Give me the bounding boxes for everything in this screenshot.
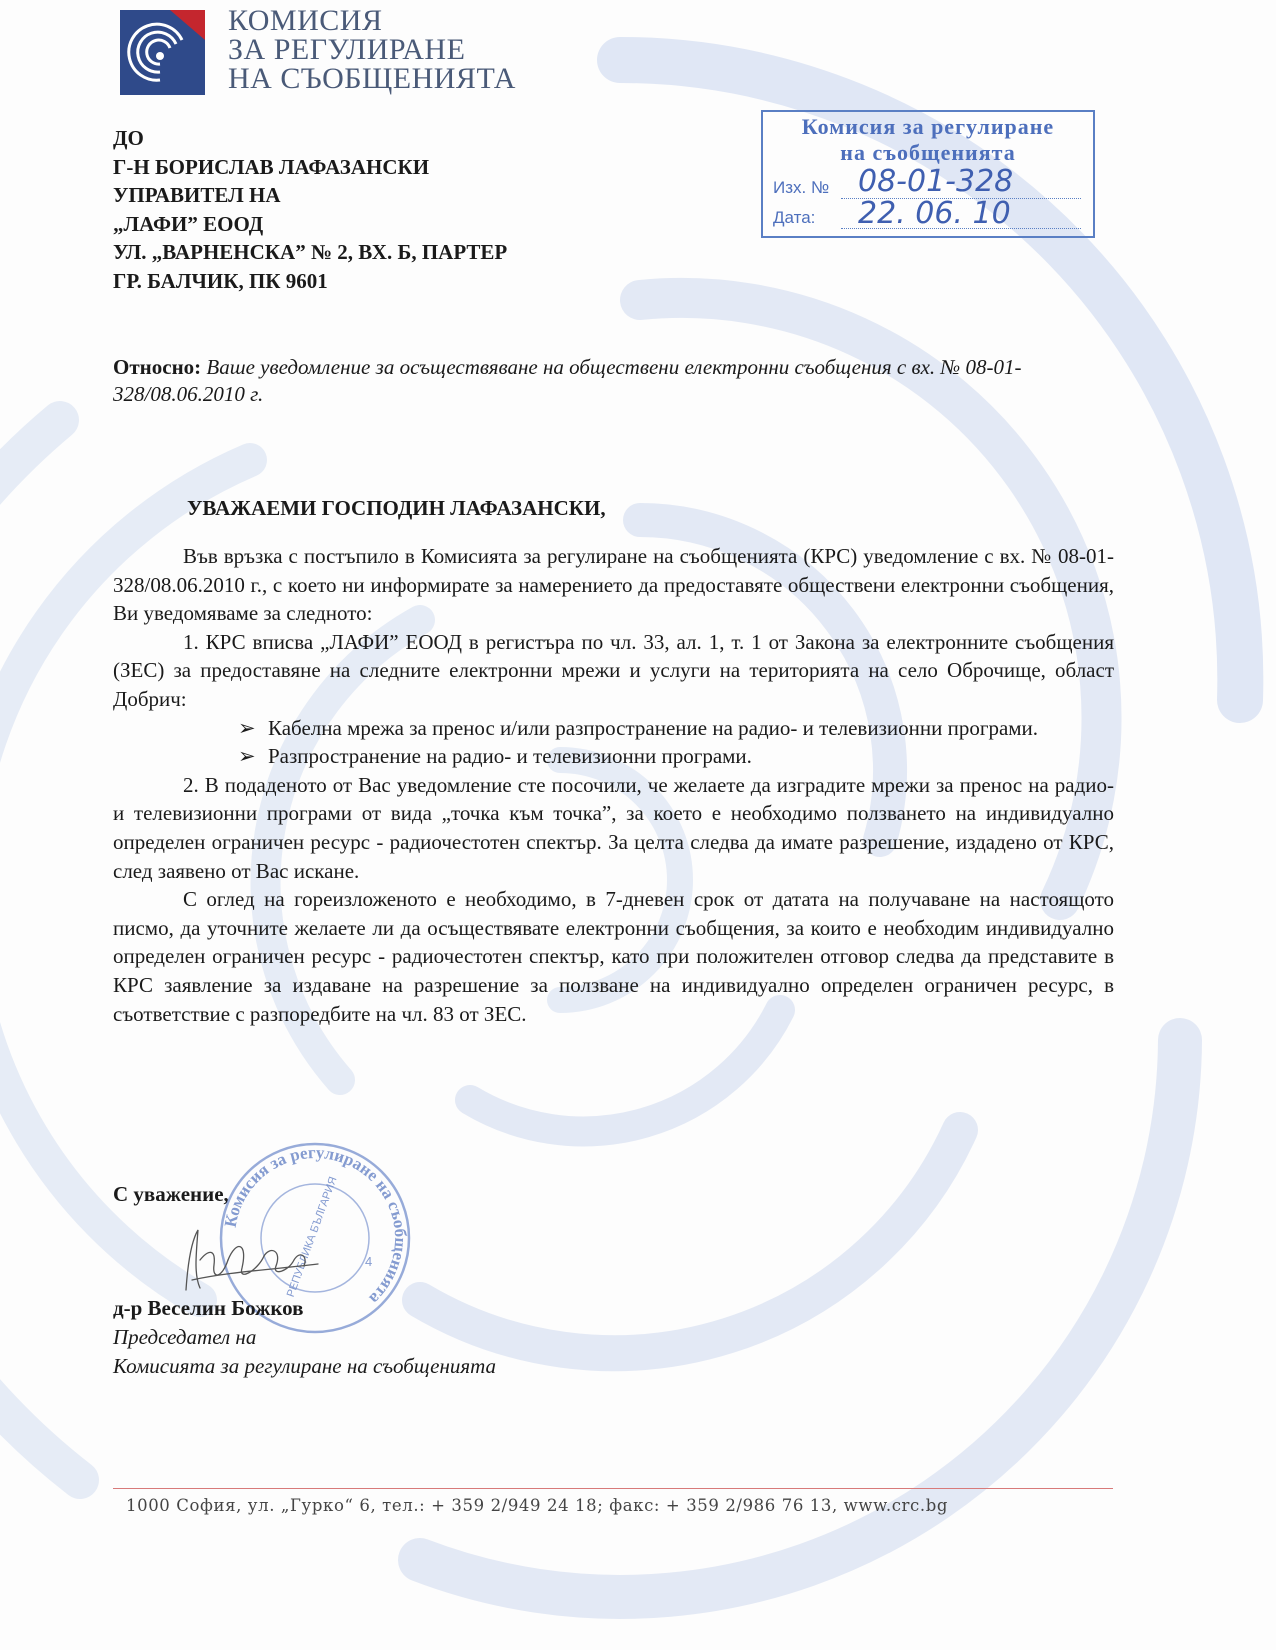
footer-divider: [113, 1488, 1113, 1489]
signer-role: Председател на: [113, 1325, 257, 1349]
recipient-line: „ЛАФИ” ЕООД: [113, 211, 264, 236]
bullet-text: Разпространение на радио- и телевизионни програми.: [268, 744, 752, 769]
signer-block: [113, 1294, 496, 1381]
recipient-line: ГР. БАЛЧИК, ПК 9601: [113, 268, 328, 293]
bullet-item: [113, 714, 1114, 743]
subject-line: [113, 354, 1073, 408]
organization-name: [228, 6, 516, 93]
recipient-block: [113, 124, 507, 295]
arrow-bullet-icon: ➢: [238, 715, 256, 740]
subject-text: Ваше уведомление за осъществяване на обществени електронни съобщения с вх. № 08-01-328/08.06.2010 г.: [113, 355, 1022, 406]
recipient-line: Г-Н БОРИСЛАВ ЛАФАЗАНСКИ: [113, 154, 430, 179]
seal-inner-text: РЕПУБЛИКА БЪЛГАРИЯ: [284, 1175, 340, 1299]
closing: С уважение,: [113, 1182, 229, 1206]
date-label: Дата:: [773, 208, 816, 227]
subject-label: Относно:: [113, 355, 202, 379]
body-paragraph: 1. КРС вписва „ЛАФИ” ЕООД в регистъра по чл. 33, ал. 1, т. 1 от Закона за електронните съобщения (ЗЕС) за предоставяне на следните електронни мрежи и услуги на територията на село Оброчище, област Добрич:: [113, 629, 1114, 711]
registration-stamp: [761, 110, 1095, 238]
signature-icon: [178, 1220, 328, 1300]
arrow-bullet-icon: ➢: [238, 744, 256, 769]
body-paragraph: Във връзка с постъпило в Комисията за регулиране на съобщенията (КРС) уведомление с вх. № 08-01-328/08.06.2010 г., с което ни информирате за намерението да предоставяте обществени електронни съобщения, Ви уведомяваме за следното:: [113, 544, 1114, 626]
letter-body: [113, 542, 1114, 1028]
org-name-line: ЗА РЕГУЛИРАНЕ: [228, 33, 466, 66]
footer-contact: 1000 София, ул. „Гурко“ 6, тел.: + 359 2/949 24 18; факс: + 359 2/986 76 13, www.crc.bg: [126, 1496, 949, 1515]
crc-logo-icon: [120, 10, 205, 95]
recipient-line: ДО: [113, 126, 144, 150]
stamp-title-line: Комисия за регулиране: [801, 114, 1055, 139]
outgoing-number-value: 08-01-328: [858, 164, 1014, 199]
recipient-line: УЛ. „ВАРНЕНСКА” № 2, ВХ. Б, ПАРТЕР: [113, 240, 508, 264]
bullet-item: [113, 742, 1114, 771]
seal-number: 4: [365, 1254, 373, 1269]
outgoing-number-label: Изх. №: [773, 178, 830, 197]
org-name-line: НА СЪОБЩЕНИЯТА: [228, 62, 516, 95]
signer-role: Комисията за регулиране на съобщенията: [113, 1354, 497, 1378]
org-name-line: КОМИСИЯ: [228, 4, 383, 37]
seal-outer-text: Комисия за регулиране на съобщенията: [220, 1142, 411, 1309]
recipient-line: УПРАВИТЕЛ НА: [113, 183, 281, 207]
stamp-title-line: на съобщенията: [840, 140, 1016, 165]
body-paragraph: С оглед на гореизложеното е необходимо, в 7-дневен срок от датата на получаване на настоящото писмо, да уточните желаете ли да осъществявате електронни съобщения, за които е необходим индивидуално определен ограничен ресурс - радиочестотен спектър, като при положителен отговор следва да представите в КРС заявление за издаване на разрешение за ползване на индивидуално определен ограничен ресурс, в съответствие с разпоредбите на чл. 83 от ЗЕС.: [113, 887, 1114, 1026]
signer-name: д-р Веселин Божков: [113, 1296, 304, 1320]
bullet-text: Кабелна мрежа за пренос и/или разпространение на радио- и телевизионни програми.: [268, 715, 1039, 740]
salutation: УВАЖАЕМИ ГОСПОДИН ЛАФАЗАНСКИ,: [187, 496, 606, 520]
body-paragraph: 2. В подаденото от Вас уведомление сте посочили, че желаете да изградите мрежи за пренос на радио- и телевизионни програми от вида „точка към точка”, за което е необходимо ползването на индивидуално определен ограничен ресурс - радиочестотен спектър. За целта следва да имате разрешение, издадено от КРС, след заявено от Вас искане.: [113, 772, 1114, 883]
date-value: 22. 06. 10: [858, 196, 1011, 231]
